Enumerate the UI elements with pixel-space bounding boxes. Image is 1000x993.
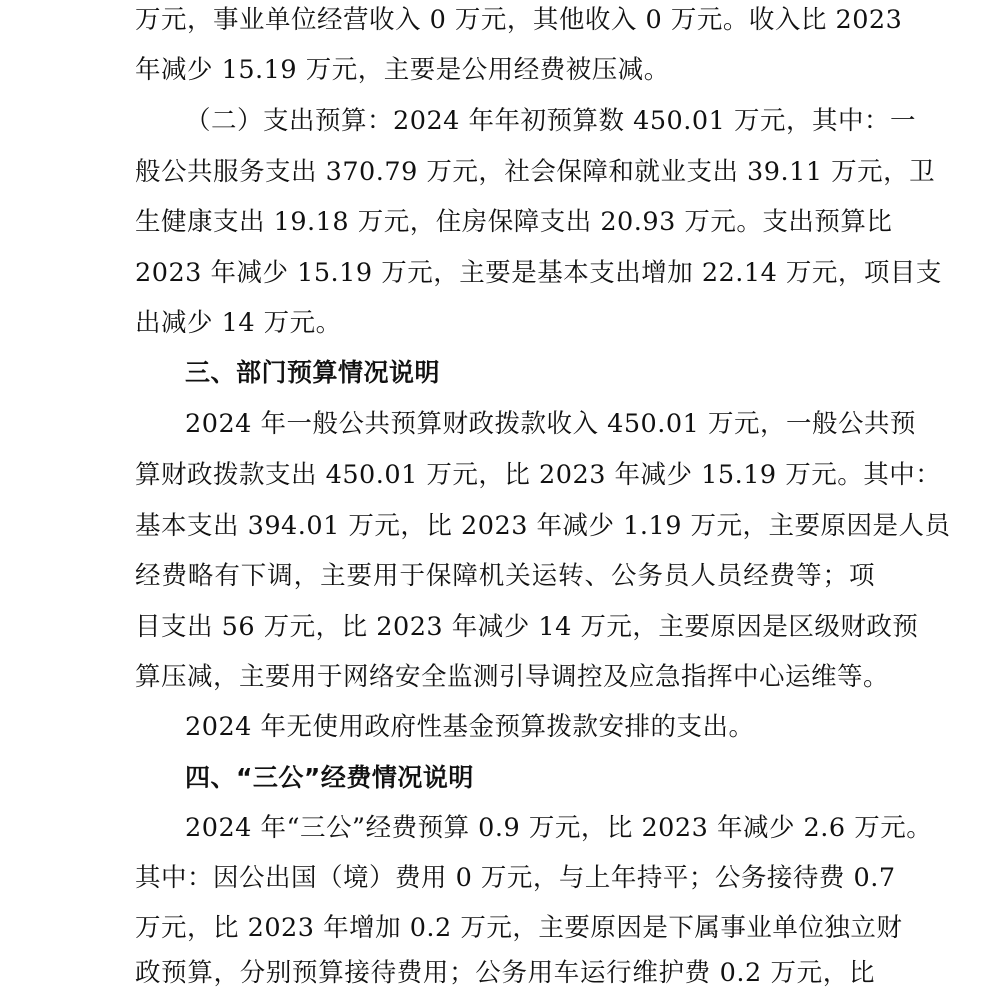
- paragraph-line: 生健康支出 19.18 万元，住房保障支出 20.93 万元。支出预算比: [135, 207, 893, 237]
- paragraph-line: 2024 年一般公共预算财政拨款收入 450.01 万元，一般公共预: [185, 409, 916, 439]
- paragraph-line: 万元，事业单位经营收入 0 万元，其他收入 0 万元。收入比 2023: [135, 5, 903, 35]
- paragraph-line: 2024 年无使用政府性基金预算拨款安排的支出。: [185, 712, 755, 742]
- paragraph-line: 出减少 14 万元。: [135, 308, 342, 338]
- paragraph-line: 其中：因公出国（境）费用 0 万元，与上年持平；公务接待费 0.7: [135, 863, 896, 893]
- paragraph-line: 基本支出 394.01 万元，比 2023 年减少 1.19 万元，主要原因是人员: [135, 511, 951, 541]
- paragraph-line: 万元，比 2023 年增加 0.2 万元，主要原因是下属事业单位独立财: [135, 913, 903, 943]
- paragraph-line: 经费略有下调，主要用于保障机关运转、公务员人员经费等；项: [135, 561, 875, 591]
- paragraph-line: 目支出 56 万元，比 2023 年减少 14 万元，主要原因是区级财政预: [135, 612, 919, 642]
- paragraph-line: 算压减，主要用于网络安全监测引导调控及应急指挥中心运维等。: [135, 662, 890, 692]
- paragraph-line: 年减少 15.19 万元，主要是公用经费被压减。: [135, 55, 670, 85]
- paragraph-line: 般公共服务支出 370.79 万元，社会保障和就业支出 39.11 万元，卫: [135, 157, 936, 187]
- section-heading: 四、“三公”经费情况说明: [185, 763, 474, 792]
- paragraph-line: （二）支出预算：2024 年年初预算数 450.01 万元，其中：一: [185, 106, 916, 136]
- paragraph-line: 2023 年减少 15.19 万元，主要是基本支出增加 22.14 万元，项目支: [135, 258, 942, 288]
- section-heading: 三、部门预算情况说明: [185, 358, 441, 387]
- paragraph-line: 政预算，分别预算接待费用；公务用车运行维护费 0.2 万元，比: [135, 958, 875, 988]
- paragraph-line: 算财政拨款支出 450.01 万元，比 2023 年减少 15.19 万元。其中：: [135, 460, 942, 490]
- paragraph-line: 2024 年“三公”经费预算 0.9 万元，比 2023 年减少 2.6 万元。: [185, 813, 933, 843]
